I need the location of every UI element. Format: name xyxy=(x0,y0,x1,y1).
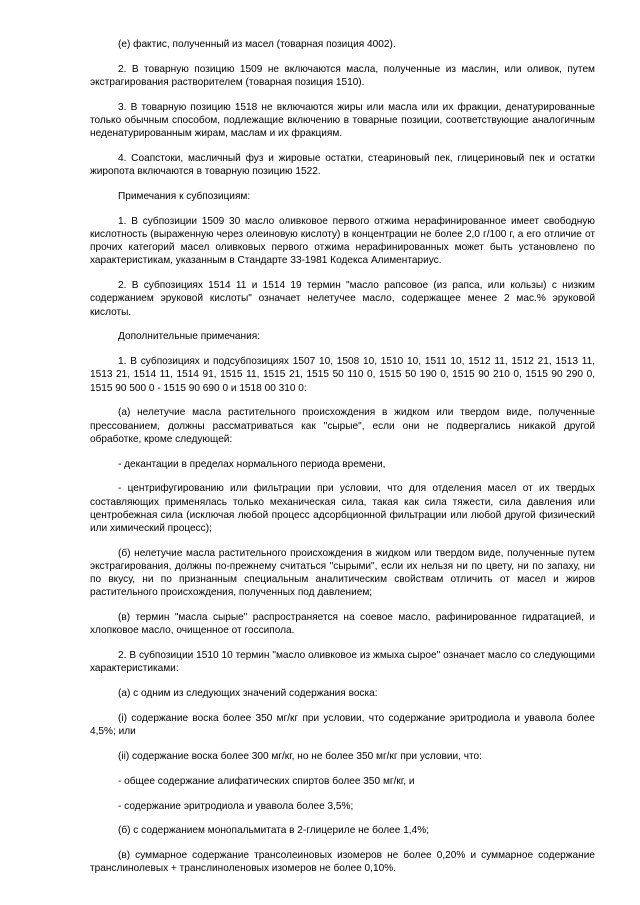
paragraph: (i) содержание воска более 350 мг/кг при условии, что содержание эритродиола и увавола более 4,5%; или xyxy=(90,713,595,738)
paragraph: (а) с одним из следующих значений содержания воска: xyxy=(118,688,378,700)
paragraph: 4. Соапстоки, масличный фуз и жировые остатки, стеариновый пек, глицериновый пек и остатки жиропота включаются в товарную позицию 1522. xyxy=(90,153,595,178)
paragraph: - центрифугированию или фильтрации при условии, что для отделения масел от их твердых составляющих применялась только механическая сила, такая как сила тяжести, сила давления или центробежная сила (исключая любой процесс адсорбционной фильтрации или любой другой физический или химический процесс); xyxy=(90,483,595,535)
paragraph: (б) нелетучие масла растительного происхождения в жидком или твердом виде, полученные путем экстрагирования, должны по-прежнему считаться "сырыми", если их нельзя ни по цвету, ни по запаху, ни по вкусу, ни по признанным специальным аналитическим свойствам отличить от масел и жиров растительного происхождения, полученных под давлением; xyxy=(90,547,595,599)
paragraph: (а) нелетучие масла растительного происхождения в жидком или твердом виде, полученные прессованием, должны рассматриваться как "сырые", если они не подвергались никакой другой обработке, кроме следующей: xyxy=(90,407,595,445)
paragraph: (е) фактис, полученный из масел (товарная позиция 4002). xyxy=(118,39,396,50)
document-page xyxy=(90,38,595,887)
paragraph: (в) термин "масла сырые" распространяется на соевое масло, рафинированное гидратацией, и хлопковое масло, очищенное от госсипола. xyxy=(90,612,595,637)
paragraph: - декантации в пределах нормального периода времени, xyxy=(118,458,386,470)
paragraph: 1. В субпозиции 1509 30 масло оливковое первого отжима нерафинированное имеет свободную кислотность (выраженную через олеиновую кислоту) в концентрации не более 2,0 г/100 г, а его отличие от прочих категорий масел оливковых первого отжима нерафинированных может быть установлено по характеристикам, указанным в Стандарте 33-1981 Кодекса Алиментариус. xyxy=(90,215,595,267)
section-heading: Дополнительные примечания: xyxy=(118,331,260,343)
paragraph: - содержание эритродиола и увавола более 3,5%; xyxy=(118,800,354,812)
paragraph: - общее содержание алифатических спиртов более 350 мг/кг, и xyxy=(118,775,415,787)
paragraph: 3. В товарную позицию 1518 не включаются жиры или масла или их фракции, денатурированные только обычным способом, подлежащие включению в товарные позиции, соответствующие аналогичным неденатурированным жирам, маслам и их фракциям. xyxy=(90,101,595,140)
paragraph: 2. В субпозиции 1510 10 термин "масло оливковое из жмыха сырое" означает масло со следующими характеристиками: xyxy=(90,650,595,675)
paragraph: (в) суммарное содержание трансолеиновых изомеров не более 0,20% и суммарное содержание транслинолевых + транслиноленовых изомеров не более 0,10%. xyxy=(90,850,595,875)
paragraph: 2. В субпозициях 1514 11 и 1514 19 термин "масло рапсовое (из рапса, или кользы) с низким содержанием эруковой кислоты" означает нелетучее масло, содержащее менее 2 мас.% эруковой кислоты. xyxy=(90,280,595,318)
section-heading: Примечания к субпозициям: xyxy=(118,191,251,202)
paragraph: 2. В товарную позицию 1509 не включаются масла, полученные из маслин, или оливок, путем экстрагирования растворителем (товарная позиция 1510). xyxy=(90,63,595,88)
paragraph: 1. В субпозициях и подсубпозициях 1507 10, 1508 10, 1510 10, 1511 10, 1512 11, 1512 21, 1513 11, 1513 21, 1514 11, 1514 91, 1515 11, 1515 21, 1515 50 110 0, 1515 50 190 0, 1515 90 210 0, 1515 90 290 0, 1515 90 500 0 - 1515 90 690 0 и 1518 00 310 0: xyxy=(90,356,595,394)
paragraph: (б) с содержанием монопальмитата в 2-глицериле не более 1,4%; xyxy=(118,825,430,837)
paragraph: (ii) содержание воска более 300 мг/кг, но не более 350 мг/кг при условии, что: xyxy=(118,751,482,763)
